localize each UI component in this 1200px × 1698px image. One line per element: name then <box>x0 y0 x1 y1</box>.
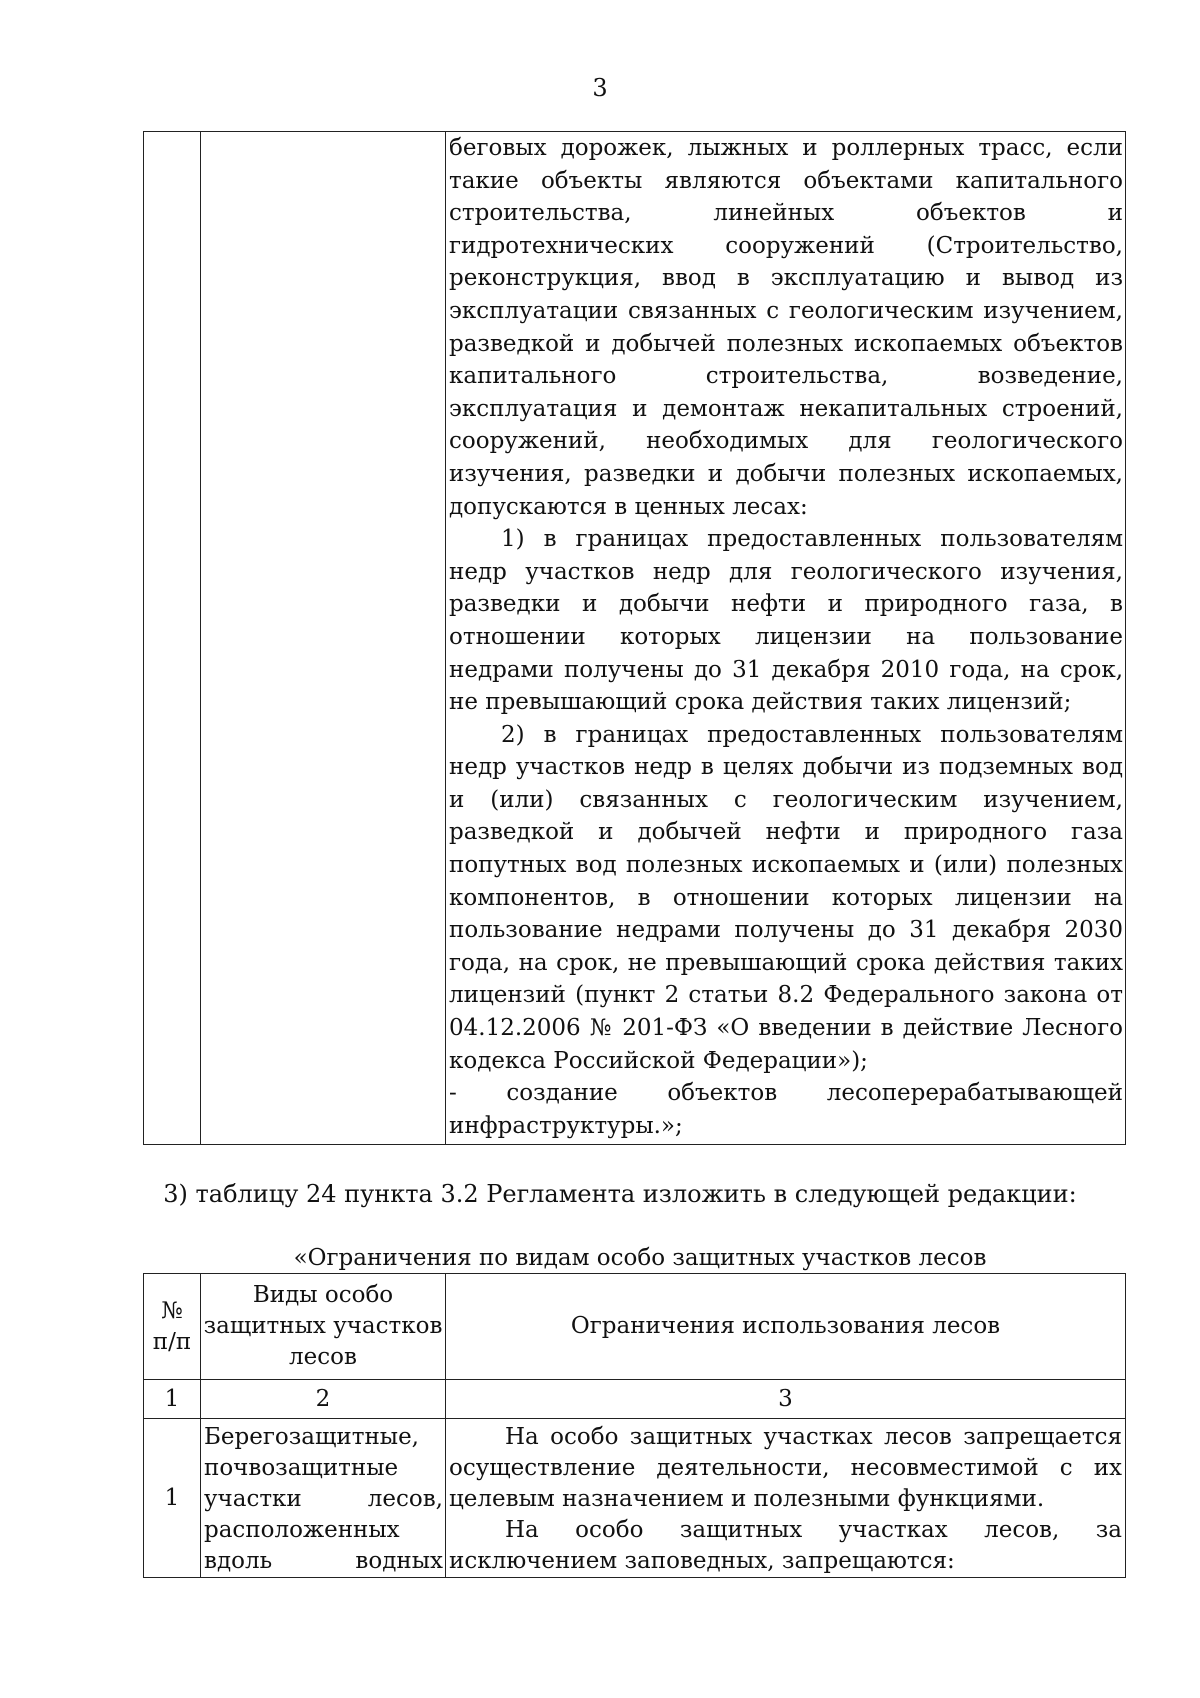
empty-cell-num <box>144 132 201 1145</box>
empty-cell-type <box>201 132 446 1145</box>
table-24 <box>143 1273 1126 1578</box>
type-line: вдоль водных <box>204 1548 443 1574</box>
paragraph: На особо защитных участках лесов запрещается осуществление деятельности, несовместимой с их целевым назначением и полезными функциями. <box>449 1424 1122 1512</box>
type-line: Берегозащитные, <box>204 1424 419 1450</box>
header-types: Виды особо защитных участков лесов <box>201 1274 446 1380</box>
paragraph: На особо защитных участках лесов, за исключением заповедных, запрещаются: <box>449 1517 1122 1574</box>
page-number: 3 <box>592 74 608 102</box>
restrictions-cell <box>446 132 1126 1145</box>
column-number: 3 <box>446 1380 1126 1419</box>
paragraph: 1) в границах предоставленных пользователям недр участков недр для геологического изучения, разведки и добычи нефти и природного газа, в отношении которых лицензии на пользование недрами получены до 31 декабря 2010 года, на срок, не превышающий срока действия таких лицензий; <box>449 526 1123 716</box>
type-line: почвозащитные <box>204 1455 399 1481</box>
row-num: 1 <box>144 1419 201 1578</box>
header-num: № п/п <box>144 1274 201 1380</box>
type-line: участки лесов, <box>204 1486 443 1512</box>
table-header-row <box>144 1274 1126 1380</box>
table-row <box>144 1419 1126 1578</box>
column-number: 1 <box>144 1380 201 1419</box>
paragraph: 2) в границах предоставленных пользователям недр участков недр в целях добычи из подземных вод и (или) связанных с геологическим изучением, разведкой и добычей нефти и природного газа попутных вод полезных ископаемых и (или) полезных компонентов, в отношении которых лицензии на пользование недрами получены до 31 декабря 2030 года, на срок, не превышающий срока действия таких лицензий (пункт 2 статьи 8.2 Федерального закона от 04.12.2006 № 201-ФЗ «О введении в действие Лесного кодекса Российской Федерации»); <box>449 721 1123 1074</box>
amendment-paragraph: 3) таблицу 24 пункта 3.2 Регламента изложить в следующей редакции: <box>163 1180 1077 1208</box>
type-line: расположенных <box>204 1517 400 1543</box>
header-restrictions: Ограничения использования лесов <box>446 1274 1126 1380</box>
row-restrictions <box>446 1419 1126 1578</box>
paragraph: - создание объектов лесоперерабатывающей инфраструктуры.»; <box>449 1080 1123 1139</box>
column-number-row <box>144 1380 1126 1419</box>
paragraph: беговых дорожек, лыжных и роллерных трасс, если такие объекты являются объектами капитального строительства, линейных объектов и гидротехнических сооружений (Строительство, реконструкция, ввод в эксплуатацию и вывод из эксплуатации связанных с геологическим изучением, разведкой и добычей полезных ископаемых объектов капитального строительства, возведение, эксплуатация и демонтаж некапитальных строений, сооружений, необходимых для геологического изучения, разведки и добычи полезных ископаемых, допускаются в ценных лесах: <box>449 135 1123 520</box>
continued-table <box>143 131 1126 1145</box>
table-row <box>144 132 1126 1145</box>
row-type <box>201 1419 446 1578</box>
column-number: 2 <box>201 1380 446 1419</box>
table-caption: «Ограничения по видам особо защитных участков лесов <box>293 1245 987 1271</box>
